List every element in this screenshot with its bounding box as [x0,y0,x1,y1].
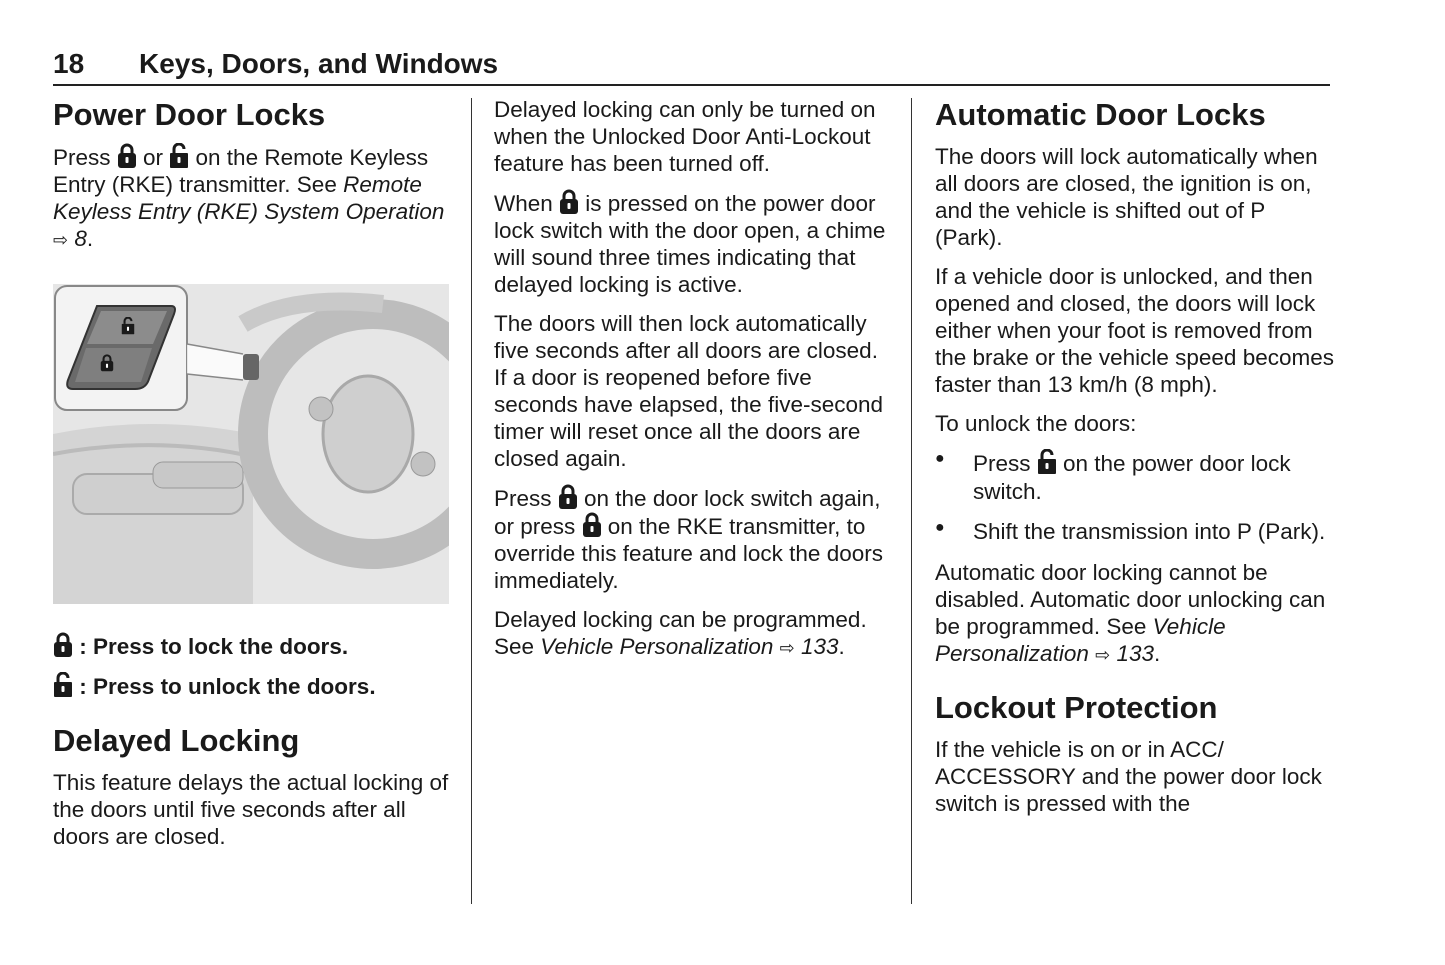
paragraph-auto-lock: The doors will lock automatically when all doors are closed, the ignition is on, and the vehicle is shifted out of P (Park). [935,144,1318,251]
door-lock-switch-illustration [53,284,449,604]
paragraph-power-intro: Press or on the Remote Keyless Entry (RKE) transmitter. See Remote Keyless Entry (RKE) System Operation ⇨ 8. [53,145,445,252]
cross-reference-rke[interactable]: Remote Keyless Entry (RKE) System Operation [53,172,445,225]
paragraph-lockout: If the vehicle is on or in ACC/ ACCESSORY and the power door lock switch is pressed with the [935,736,1322,816]
heading-lockout-protection: Lockout Protection [935,689,1218,725]
page-number: 18 [53,48,85,79]
legend-unlock: : Press to unlock the doors. [53,672,453,700]
lock-icon [558,484,578,510]
lock-icon [53,632,73,658]
cross-reference-vehicle-personalization[interactable]: Vehicle Personalization [935,613,1226,666]
heading-delayed-locking: Delayed Locking [53,723,300,759]
unlock-icon [53,672,73,698]
icon-legend [53,632,453,700]
cross-reference-vehicle-personalization[interactable]: Vehicle Personalization [540,634,774,659]
lock-icon [559,189,579,215]
page-ref-arrow-icon: ⇨ [1095,644,1111,665]
paragraph-unlock-intro: To unlock the doors: [935,411,1137,437]
list-item: ● Shift the transmission into P (Park). [935,518,1335,546]
column-middle [494,96,894,672]
legend-lock: : Press to lock the doors. [53,632,453,660]
column-divider [471,98,472,904]
paragraph-delayed-override: Press on the door lock switch again, or press on the RKE transmitter, to override this feature and lock the doors immediately. [494,486,883,593]
unlock-icon [1037,449,1057,475]
paragraph-delayed-chime: When is pressed on the power door lock switch with the door open, a chime will sound three times indicating that delayed locking is active. [494,191,886,297]
paragraph-delayed-intro: This feature delays the actual locking of the doors until five seconds after all doors are closed. [53,770,449,850]
paragraph-delayed-condition: Delayed locking can only be turned on when the Unlocked Door Anti-Lockout feature has been turned off. [494,97,876,176]
page-ref-arrow-icon: ⇨ [53,230,69,251]
lock-icon [117,143,137,169]
column-divider [911,98,912,904]
page-ref-arrow-icon: ⇨ [779,638,795,658]
paragraph-auto-lock-conditions: If a vehicle door is unlocked, and then opened and closed, the doors will lock either when your foot is removed from the brake or the vehicle speed becomes faster than 13 km/h (8 mph). [935,264,1334,398]
column-right [935,96,1335,829]
unlock-icon [169,143,189,169]
paragraph-delayed-programmed: Delayed locking can be programmed. See Vehicle Personalization ⇨ 133. [494,607,867,659]
heading-power-door-locks: Power Door Locks [53,97,326,132]
page-header [53,48,1330,86]
paragraph-auto-unlock-programming: Automatic door locking cannot be disabled. Automatic door unlocking can be programmed. See Vehicle Personalization ⇨ 133. [935,559,1326,666]
paragraph-delayed-timer: The doors will then lock automatically five seconds after all doors are closed. If a door is reopened before five seconds have elapsed, the five-second timer will reset once all the doors are closed again. [494,311,884,471]
unlock-steps-list [935,449,1335,546]
section-title: Keys, Doors, and Windows [139,48,499,79]
lock-icon [582,512,602,538]
list-item: ● Press on the power door lock switch. [935,449,1335,506]
heading-automatic-door-locks: Automatic Door Locks [935,97,1266,132]
column-left [53,96,453,862]
